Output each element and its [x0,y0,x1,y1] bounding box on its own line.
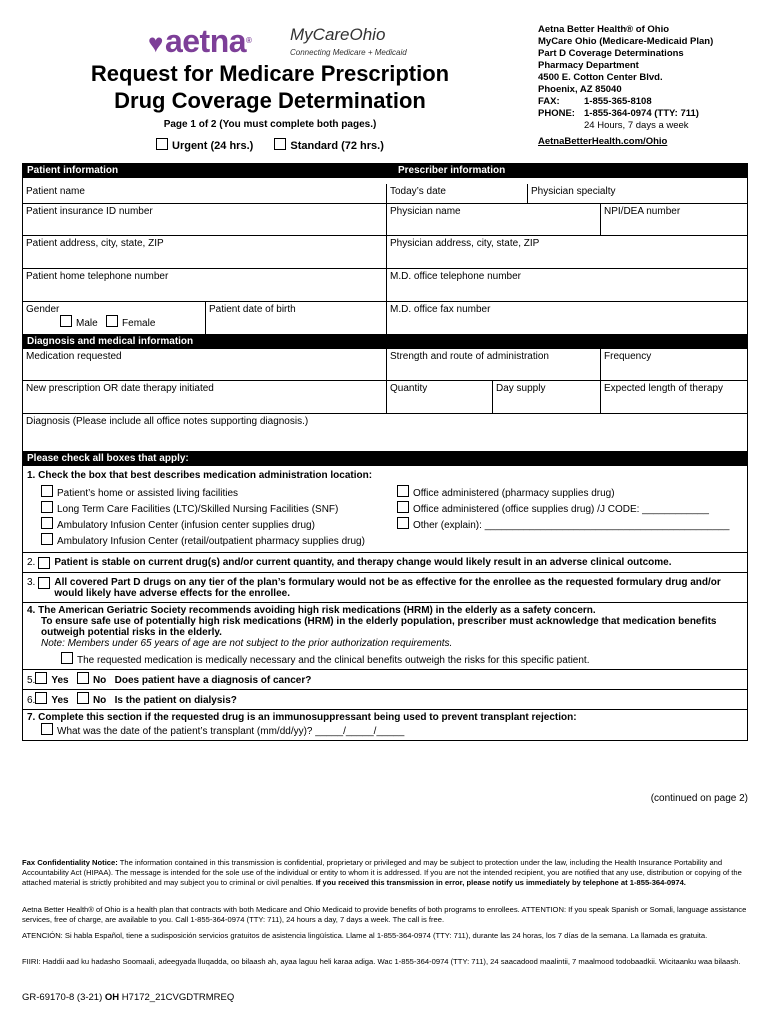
q7-text: 7. Complete this section if the requested drug is an immunosuppressant being used to prevent transplant rejection: [27,712,577,723]
q1-office-pharmacy-label: Office administered (pharmacy supplies drug) [413,488,615,499]
q1-office-supplies-label: Office administered (office supplies drug) /J CODE: ____________ [413,504,709,515]
no-label: No [92,695,107,706]
q3-checkbox[interactable] [38,577,50,589]
q3-number: 3. [27,577,36,588]
continued-note: (continued on page 2) [650,793,748,804]
female-checkbox[interactable] [106,315,118,327]
address-line: Aetna Better Health® of Ohio [538,24,670,35]
q4-subtext: To ensure safe use of potentially high risk medications (HRM) in the elderly population, prescriber must acknowledge that medication benefits outweigh potential risks in the elderly. [41,616,717,638]
q2-number: 2. [27,557,36,568]
physician-name-label: Physician name [390,206,461,217]
patient-phone-label: Patient home telephone number [26,271,169,282]
page-title [40,60,500,114]
q1-other-label: Other (explain): ____________________________________________ [413,520,730,531]
question-6 [23,689,747,709]
q2-checkbox[interactable] [38,557,50,569]
todays-date-field[interactable] [386,184,527,203]
q2-text: Patient is stable on current drug(s) and/or current quantity, and therapy change would likely result in an adverse clinical outcome. [54,557,672,568]
gender-field [23,302,205,334]
new-rx-field[interactable] [23,381,386,413]
q1-ltc-label: Long Term Care Facilities (LTC)/Skilled Nursing Facilities (SNF) [57,504,339,515]
day-supply-field[interactable] [492,381,600,413]
form-code: H7172_21CVGDTRMREQ [121,992,235,1003]
address-line: MyCare Ohio (Medicare-Medicaid Plan) [538,36,714,47]
home-checkbox[interactable] [41,485,53,497]
checks-section-header: Please check all boxes that apply: [23,451,747,466]
therapy-length-field[interactable] [600,381,747,413]
mycare-logo [290,26,407,62]
question-1 [23,466,747,552]
q1-infusion-label: Ambulatory Infusion Center (infusion center supplies drug) [57,520,315,531]
office-fax-label: M.D. office fax number [390,304,491,315]
trademark-icon: ® [246,36,252,45]
physician-address-label: Physician address, city, state, ZIP [390,238,540,249]
urgent-label: Urgent (24 hrs.) [172,140,254,152]
patient-name-field[interactable] [23,184,386,203]
male-checkbox[interactable] [60,315,72,327]
page-of-note: Page 1 of 2 (You must complete both pages.) [163,119,377,130]
no-label: No [92,675,107,686]
title-line-1: Request for Medicare Prescription [90,61,450,86]
urgent-checkbox[interactable] [156,138,168,150]
q4-box-label: The requested medication is medically necessary and the clinical benefits outweigh the risks for this specific patient. [77,655,590,666]
npi-label: NPI/DEA number [604,206,681,217]
frequency-label: Frequency [604,351,652,362]
diagnosis-field[interactable] [23,414,747,447]
fax-notice-label: Fax Confidentiality Notice: [22,858,118,867]
medication-field[interactable] [23,349,386,380]
q6-number: 6. [27,695,36,706]
new-rx-label: New prescription OR date therapy initiated [26,383,214,394]
address-line: 4500 E. Cotton Center Blvd. [538,72,663,83]
hours: 24 Hours, 7 days a week [584,120,689,131]
q6-no-checkbox[interactable] [77,692,89,704]
office-phone-field[interactable] [386,269,747,301]
day-supply-label: Day supply [496,383,546,394]
question-4 [23,602,747,669]
q5-yes-checkbox[interactable] [35,672,47,684]
therapy-length-label: Expected length of therapy [604,383,723,394]
footer-para-1: Aetna Better Health® of Ohio is a health plan that contracts with both Medicare and Ohio Medicaid to provide benefits of both programs to enrollees. ATTENTION: If you speak Spanish or Somali, language assistance services, free of charge, are available to you. Call 1-855-364-0974 (TTY: 711), 24 hours a day, 7 days a week. The call is free. [22,905,747,924]
insurance-id-label: Patient insurance ID number [26,206,153,217]
fax-label: FAX: [538,96,560,107]
q1-infusion-retail-label: Ambulatory Infusion Center (retail/outpatient pharmacy supplies drug) [57,536,365,547]
frequency-field[interactable] [600,349,747,380]
request-form [22,163,748,741]
q6-yes-checkbox[interactable] [35,692,47,704]
phone-number: 1-855-364-0974 (TTY: 711) [584,108,699,119]
infusion-center-checkbox[interactable] [41,517,53,529]
patient-phone-field[interactable] [23,269,386,301]
patient-address-field[interactable] [23,236,386,268]
q4-text: 4. The American Geriatric Society recommends avoiding high risk medications (HRM) in the elderly as a safety concern. [27,605,596,616]
q5-text: Does patient have a diagnosis of cancer? [114,675,312,686]
q6-text: Is the patient on dialysis? [114,695,237,706]
fax-number: 1-855-365-8108 [584,96,652,107]
quantity-field[interactable] [386,381,492,413]
office-pharmacy-checkbox[interactable] [397,485,409,497]
physician-address-field[interactable] [386,236,747,268]
diagnosis-label: Diagnosis (Please include all office notes supporting diagnosis.) [26,416,309,427]
ltc-checkbox[interactable] [41,501,53,513]
heart-icon: ♥ [148,28,163,58]
physician-name-field[interactable] [386,204,600,235]
title-line-2: Drug Coverage Determination [114,88,426,113]
prescriber-section-header: Prescriber information [394,164,747,178]
yes-label: Yes [51,695,69,706]
fax-notice-bold: If you received this transmission in error, please notify us immediately by telephone at 1-855-364-0974. [315,878,686,887]
fax-notice [22,858,748,888]
medication-label: Medication requested [26,351,122,362]
quantity-label: Quantity [390,383,428,394]
footer-para-3: FIIRI: Haddii aad ku hadasho Soomaali, adeegyada lluqadda, oo bilaash ah, ayaa laguu heli karaa adiga. Wac 1-855-364-0974 (TTY: 711), 24 saacadood maalintii, 7 maalmood todobaadkii. Wicitaanku waa bilaash. [22,957,741,966]
strength-field[interactable] [386,349,600,380]
mycare-tagline: Connecting Medicare + Medicaid [290,48,407,57]
fax-notice-text: The information contained in this transmission is confidential, proprietary or privileged and may be subject to protection under the law, including the Health Insurance Portability and Accountability Act (HIPAA). The message is intended for the sole use of the individual or entity to whom it is addressed. If you are not the intended recipient, you are notified that any use, distribution or copying of the attached material is strictly prohibited and may subject you to criminal or civil penalties. [22,858,742,887]
address-line: Part D Coverage Determinations [538,48,684,59]
standard-label: Standard (72 hrs.) [290,140,384,152]
strength-label: Strength and route of administration [390,351,549,362]
standard-checkbox[interactable] [274,138,286,150]
footer-para-2: ATENCIÓN: Si habla Español, tiene a sudisposición servicios gratuitos de asistencia lingüística. Llame al 1-855-364-0974 (TTY: 711), durante las 24 horas, los 7 días de la semana. La llamada es gratuita. [22,931,708,940]
infusion-retail-checkbox[interactable] [41,533,53,545]
form-number [22,992,234,1003]
diagnosis-section-header: Diagnosis and medical information [23,334,747,349]
urgency-options [156,138,402,152]
insurance-id-field[interactable] [23,204,386,235]
todays-date-label: Today’s date [390,186,446,197]
q4-note: Note: Members under 65 years of age are not subject to the prior authorization requirements. [41,638,453,649]
address-line: Pharmacy Department [538,60,639,71]
office-supplies-checkbox[interactable] [397,501,409,513]
question-7 [23,709,747,740]
office-fax-field[interactable] [386,302,747,334]
q5-number: 5. [27,675,36,686]
gender-label: Gender [26,304,60,315]
q7-checkbox[interactable] [41,723,53,735]
dob-label: Patient date of birth [209,304,296,315]
q3-text: All covered Part D drugs on any tier of the plan’s formulary would not be as effective for the enrollee as the requested formulary drug and/or would likely have adverse effects for the enrollee. [54,577,721,599]
dob-field[interactable] [205,302,386,334]
phone-label: PHONE: [538,108,575,119]
female-label: Female [122,318,156,329]
q5-no-checkbox[interactable] [77,672,89,684]
form-no: GR-69170-8 (3-21) [22,992,103,1003]
form-state: OH [104,992,120,1003]
q7-box-label: What was the date of the patient’s transplant (mm/dd/yy)? _____/_____/_____ [57,726,405,737]
q4-checkbox[interactable] [61,652,73,664]
male-label: Male [76,318,98,329]
question-5 [23,669,747,689]
q1-home-label: Patient’s home or assisted living facilities [57,488,239,499]
patient-section-header: Patient information [23,164,394,178]
patient-address-label: Patient address, city, state, ZIP [26,238,164,249]
physician-specialty-field[interactable] [527,184,747,203]
yes-label: Yes [51,675,69,686]
office-phone-label: M.D. office telephone number [390,271,522,282]
address-line: Phoenix, AZ 85040 [538,84,622,95]
physician-specialty-label: Physician specialty [531,186,616,197]
website-link[interactable]: AetnaBetterHealth.com/Ohio [538,136,668,147]
patient-name-label: Patient name [26,186,85,197]
q1-text: 1. Check the box that best describes medication administration location: [27,470,373,481]
question-2 [23,552,747,572]
plan-address [538,24,713,148]
aetna-logo-text: aetna [164,23,247,59]
other-checkbox[interactable] [397,517,409,529]
npi-field[interactable] [600,204,747,235]
aetna-logo [148,24,251,60]
question-3 [23,572,747,602]
mycare-logo-text: MyCareOhio [290,25,386,44]
